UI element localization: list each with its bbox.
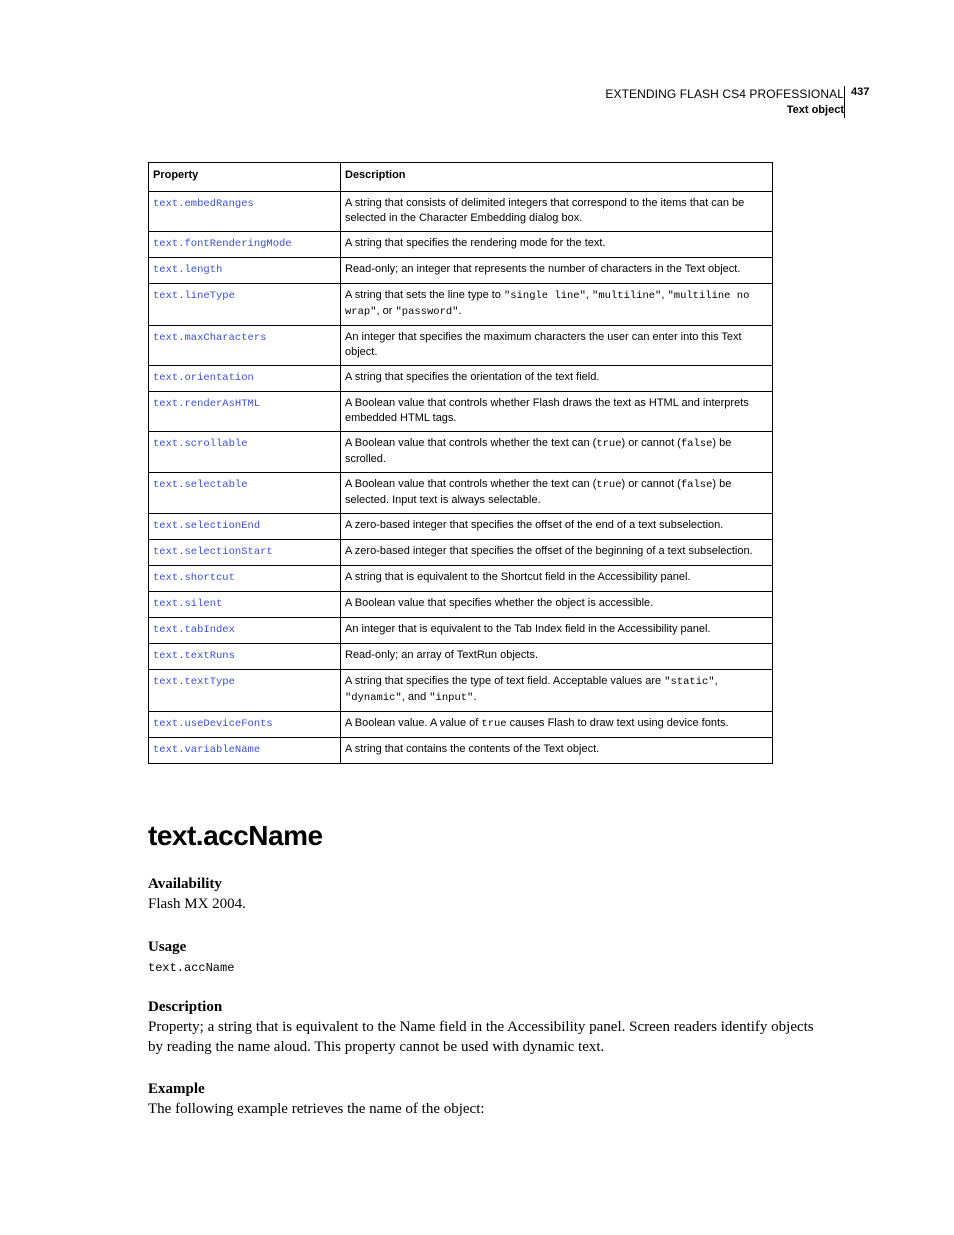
table-row xyxy=(149,712,773,738)
column-header-description: Description xyxy=(341,163,773,192)
property-cell xyxy=(149,366,341,392)
description-text: causes Flash to draw text using device fonts. xyxy=(506,717,729,729)
table-row xyxy=(149,592,773,618)
table-row xyxy=(149,566,773,592)
property-link[interactable]: text.selectionEnd xyxy=(153,520,261,532)
description-text: A string that specifies the rendering mode for the text. xyxy=(345,237,606,249)
book-title: EXTENDING FLASH CS4 PROFESSIONAL xyxy=(605,87,844,101)
property-link[interactable]: text.lineType xyxy=(153,290,235,302)
property-cell xyxy=(149,644,341,670)
property-cell xyxy=(149,284,341,326)
property-link[interactable]: text.textType xyxy=(153,676,235,688)
table-row xyxy=(149,670,773,712)
property-link[interactable]: text.shortcut xyxy=(153,572,235,584)
description-cell xyxy=(341,540,773,566)
example-text: The following example retrieves the name of the object: xyxy=(148,1101,485,1117)
description-cell xyxy=(341,326,773,366)
inline-code: "input" xyxy=(429,692,474,704)
property-link[interactable]: text.textRuns xyxy=(153,650,235,662)
property-cell xyxy=(149,258,341,284)
property-cell xyxy=(149,392,341,432)
description-text: A Boolean value that controls whether Flash draws the text as HTML and interprets embedded HTML tags. xyxy=(345,397,749,424)
property-link[interactable]: text.renderAsHTML xyxy=(153,398,261,410)
table-row xyxy=(149,473,773,514)
property-cell xyxy=(149,670,341,712)
description-block xyxy=(148,997,828,1057)
example-heading: Example xyxy=(148,1081,205,1097)
property-link[interactable]: text.tabIndex xyxy=(153,624,235,636)
table-row xyxy=(149,540,773,566)
property-link[interactable]: text.selectable xyxy=(153,479,248,491)
table-row xyxy=(149,326,773,366)
section-title: Text object xyxy=(786,104,844,116)
header-divider xyxy=(844,86,845,118)
property-cell xyxy=(149,326,341,366)
description-text: , and xyxy=(401,691,430,703)
property-link[interactable]: text.selectionStart xyxy=(153,546,273,558)
inline-code: "password" xyxy=(395,306,459,318)
description-cell xyxy=(341,473,773,514)
description-cell xyxy=(341,712,773,738)
inline-code: "multiline" xyxy=(592,290,662,302)
property-link[interactable]: text.length xyxy=(153,264,223,276)
example-block xyxy=(148,1079,828,1119)
property-cell xyxy=(149,566,341,592)
description-text: , xyxy=(714,675,718,687)
description-text: An integer that specifies the maximum characters the user can enter into this Text object. xyxy=(345,331,742,358)
usage-heading: Usage xyxy=(148,939,187,955)
property-link[interactable]: text.orientation xyxy=(153,372,254,384)
description-text: A Boolean value that controls whether the text can ( xyxy=(345,437,597,449)
inline-code: "dynamic" xyxy=(345,692,402,704)
inline-code: false xyxy=(680,438,713,450)
description-text: Read-only; an integer that represents the number of characters in the Text object. xyxy=(345,263,741,275)
inline-code: false xyxy=(680,479,713,491)
description-text: ) be selected. Input text is always selectable. xyxy=(345,478,732,506)
table-row xyxy=(149,644,773,670)
description-text: A Boolean value that specifies whether the object is accessible. xyxy=(345,597,654,609)
table-header-row xyxy=(149,163,773,192)
property-link[interactable]: text.embedRanges xyxy=(153,198,254,210)
usage-block xyxy=(148,937,828,979)
property-cell xyxy=(149,232,341,258)
property-cell xyxy=(149,473,341,514)
property-cell xyxy=(149,618,341,644)
description-cell xyxy=(341,258,773,284)
description-cell xyxy=(341,514,773,540)
description-text: A string that specifies the orientation of the text field. xyxy=(345,371,600,383)
table-row xyxy=(149,192,773,232)
description-cell xyxy=(341,670,773,712)
description-text: ) or cannot ( xyxy=(621,437,681,449)
table-row xyxy=(149,392,773,432)
description-cell xyxy=(341,232,773,258)
description-cell xyxy=(341,592,773,618)
section-heading: text.accName xyxy=(148,820,323,851)
inline-code: true xyxy=(596,479,622,491)
description-text: A Boolean value. A value of xyxy=(345,717,482,729)
header-text xyxy=(605,86,844,118)
property-cell xyxy=(149,514,341,540)
property-cell xyxy=(149,712,341,738)
description-cell xyxy=(341,192,773,232)
inline-code: "multiline no wrap" xyxy=(345,290,750,318)
availability-block xyxy=(148,874,828,914)
page-number: 437 xyxy=(851,86,870,98)
description-cell xyxy=(341,618,773,644)
property-cell xyxy=(149,540,341,566)
description-cell xyxy=(341,738,773,764)
description-text: A zero-based integer that specifies the offset of the beginning of a text subselection. xyxy=(345,545,753,557)
description-text: , xyxy=(661,289,668,301)
description-text: A string that sets the line type to xyxy=(345,289,504,301)
table-row xyxy=(149,366,773,392)
description-text: Property; a string that is equivalent to the Name field in the Accessibility panel. Screen readers identify objects by reading the name aloud. This property cannot be used with dynamic text. xyxy=(148,1019,814,1055)
inline-code: true xyxy=(481,718,507,730)
property-cell xyxy=(149,592,341,618)
inline-code: "static" xyxy=(664,676,715,688)
description-text: ) or cannot ( xyxy=(621,478,681,490)
property-cell xyxy=(149,738,341,764)
description-cell xyxy=(341,566,773,592)
description-cell xyxy=(341,432,773,473)
table-row xyxy=(149,258,773,284)
table-row xyxy=(149,232,773,258)
property-cell xyxy=(149,192,341,232)
table-row xyxy=(149,618,773,644)
description-text: . xyxy=(473,691,477,703)
description-text: A zero-based integer that specifies the offset of the end of a text subselection. xyxy=(345,519,724,531)
property-link[interactable]: text.fontRenderingMode xyxy=(153,238,292,250)
table-body xyxy=(149,192,773,764)
table-row xyxy=(149,432,773,473)
description-text: A string that consists of delimited integers that correspond to the items that can be selected in the Character Embedding dialog box. xyxy=(345,197,745,224)
availability-text: Flash MX 2004. xyxy=(148,896,246,912)
description-cell xyxy=(341,284,773,326)
description-text: A string that specifies the type of text field. Acceptable values are xyxy=(345,675,665,687)
table-row xyxy=(149,514,773,540)
description-cell xyxy=(341,644,773,670)
property-table xyxy=(148,162,773,764)
property-link[interactable]: text.maxCharacters xyxy=(153,332,267,344)
table-row xyxy=(149,284,773,326)
usage-code: text.accName xyxy=(148,961,235,975)
availability-heading: Availability xyxy=(148,876,222,892)
inline-code: true xyxy=(596,438,622,450)
description-text: ) be scrolled. xyxy=(345,437,732,465)
column-header-property: Property xyxy=(149,163,341,192)
property-link[interactable]: text.scrollable xyxy=(153,438,248,450)
description-text: , or xyxy=(376,305,396,317)
property-cell xyxy=(149,432,341,473)
description-text: An integer that is equivalent to the Tab Index field in the Accessibility panel. xyxy=(345,623,711,635)
table-row xyxy=(149,738,773,764)
description-text: A string that is equivalent to the Shortcut field in the Accessibility panel. xyxy=(345,571,691,583)
description-text: , xyxy=(585,289,593,301)
property-link[interactable]: text.useDeviceFonts xyxy=(153,718,273,730)
description-text: A string that contains the contents of the Text object. xyxy=(345,743,600,755)
description-text: A Boolean value that controls whether the text can ( xyxy=(345,478,597,490)
description-cell xyxy=(341,392,773,432)
description-cell xyxy=(341,366,773,392)
description-heading: Description xyxy=(148,999,223,1015)
description-text: . xyxy=(458,305,462,317)
property-link[interactable]: text.silent xyxy=(153,598,223,610)
inline-code: "single line" xyxy=(503,290,586,302)
property-link[interactable]: text.variableName xyxy=(153,744,261,756)
description-text: Read-only; an array of TextRun objects. xyxy=(345,649,539,661)
